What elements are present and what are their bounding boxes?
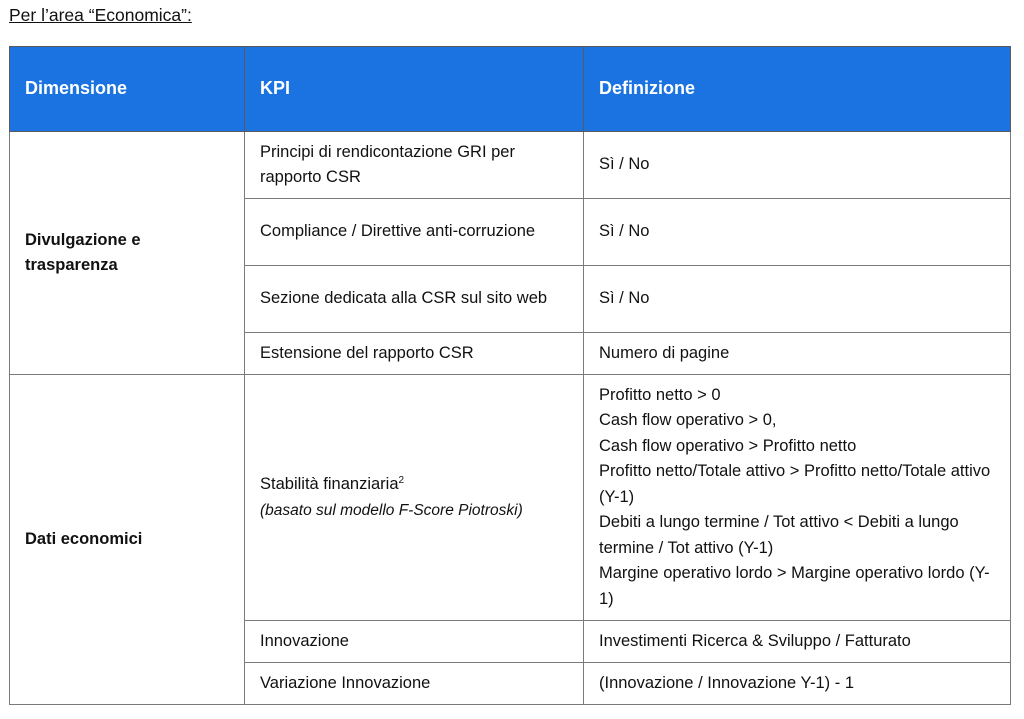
footnote-marker: 2 (398, 475, 405, 486)
definition-cell: Sì / No (584, 199, 1011, 266)
kpi-cell: Variazione Innovazione (245, 663, 584, 705)
definition-cell: Numero di pagine (584, 333, 1011, 375)
table-row (10, 375, 1011, 621)
kpi-cell: Sezione dedicata alla CSR sul sito web (245, 266, 584, 333)
table-row (10, 132, 1011, 199)
header-dimensione: Dimensione (10, 47, 245, 132)
kpi-cell: Principi di rendicontazione GRI per rapporto CSR (245, 132, 584, 199)
kpi-cell: Estensione del rapporto CSR (245, 333, 584, 375)
dimension-cell: Divulgazione e trasparenza (10, 132, 245, 375)
kpi-table (9, 46, 1011, 705)
definition-cell: Investimenti Ricerca & Sviluppo / Fatturato (584, 621, 1011, 663)
table-header-row (10, 47, 1011, 132)
section-heading: Per l’area “Economica”: (9, 5, 192, 25)
definition-line: Cash flow operativo > 0, (599, 411, 777, 430)
kpi-title: Stabilità finanziaria (260, 475, 399, 493)
definition-cell: (Innovazione / Innovazione Y-1) - 1 (584, 663, 1011, 705)
definition-cell: Sì / No (584, 132, 1011, 199)
definition-cell: Sì / No (584, 266, 1011, 333)
kpi-cell: Innovazione (245, 621, 584, 663)
dimension-cell: Dati economici (10, 375, 245, 705)
kpi-subtitle: (basato sul modello F-Score Piotroski) (260, 501, 523, 519)
definition-line: Cash flow operativo > Profitto netto (599, 436, 857, 455)
definition-line: Profitto netto/Totale attivo > Profitto netto/Totale attivo (Y-1) (599, 462, 991, 506)
definition-cell (584, 375, 1011, 621)
kpi-cell (245, 375, 584, 621)
definition-line: Margine operativo lordo > Margine operativo lordo (Y-1) (599, 564, 990, 608)
kpi-cell: Compliance / Direttive anti-corruzione (245, 199, 584, 266)
definition-line: Debiti a lungo termine / Tot attivo < Debiti a lungo termine / Tot attivo (Y-1) (599, 513, 959, 557)
definition-line: Profitto netto > 0 (599, 385, 721, 404)
header-kpi: KPI (245, 47, 584, 132)
header-definizione: Definizione (584, 47, 1011, 132)
